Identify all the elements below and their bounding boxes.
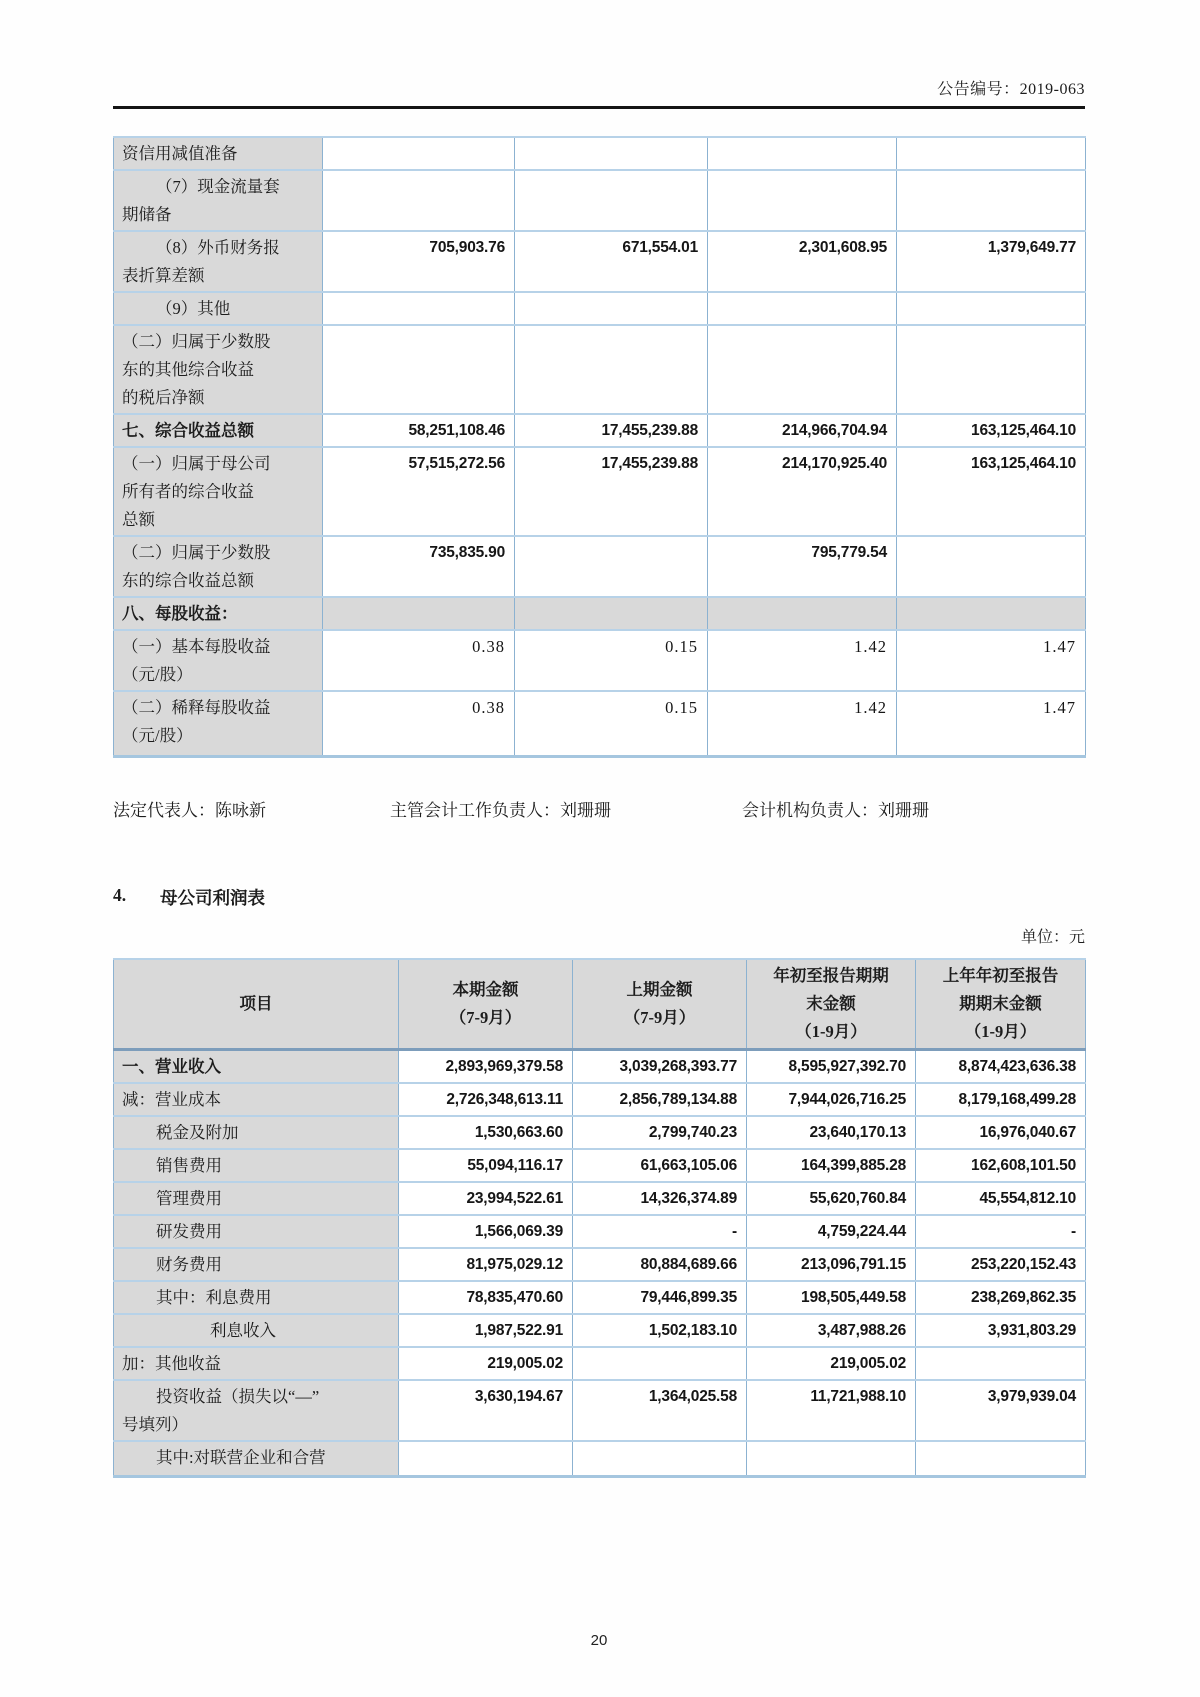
row-label-cell: 财务费用 <box>114 1248 399 1281</box>
table-row <box>114 292 1086 325</box>
value-cell: 17,455,239.88 <box>515 447 708 536</box>
table-row <box>114 536 1086 597</box>
value-cell <box>515 170 708 231</box>
value-cell <box>897 325 1086 414</box>
table-row <box>114 137 1086 170</box>
value-cell: 214,170,925.40 <box>708 447 897 536</box>
value-cell: 735,835.90 <box>323 536 515 597</box>
header-row <box>114 959 1086 1050</box>
value-cell <box>573 1441 747 1477</box>
value-cell: 14,326,374.89 <box>573 1182 747 1215</box>
value-cell: 213,096,791.15 <box>747 1248 916 1281</box>
table-row <box>114 1116 1086 1149</box>
value-cell <box>515 536 708 597</box>
table-row <box>114 1049 1086 1083</box>
value-cell: 214,966,704.94 <box>708 414 897 447</box>
value-cell <box>897 536 1086 597</box>
value-cell <box>747 1441 916 1477</box>
table-row <box>114 630 1086 691</box>
row-label-cell: 加：其他收益 <box>114 1347 399 1380</box>
comprehensive-income-table-body <box>114 137 1086 756</box>
value-cell: 3,979,939.04 <box>916 1380 1086 1441</box>
value-cell: 198,505,449.58 <box>747 1281 916 1314</box>
value-cell: 16,976,040.67 <box>916 1116 1086 1149</box>
value-cell: 55,620,760.84 <box>747 1182 916 1215</box>
value-cell <box>897 597 1086 630</box>
value-cell <box>916 1347 1086 1380</box>
value-cell: 2,893,969,379.58 <box>399 1049 573 1083</box>
value-cell: 23,640,170.13 <box>747 1116 916 1149</box>
value-cell: 80,884,689.66 <box>573 1248 747 1281</box>
value-cell: 4,759,224.44 <box>747 1215 916 1248</box>
row-label-cell: （二）归属于少数股 东的其他综合收益 的税后净额 <box>114 325 323 414</box>
row-label-cell: 八、每股收益： <box>114 597 323 630</box>
row-label-cell: 利息收入 <box>114 1314 399 1347</box>
value-cell <box>897 170 1086 231</box>
value-cell: 57,515,272.56 <box>323 447 515 536</box>
row-label-cell: （7）现金流量套 期储备 <box>114 170 323 231</box>
value-cell <box>323 597 515 630</box>
value-cell: 1.47 <box>897 691 1086 756</box>
value-cell <box>323 292 515 325</box>
value-cell: 8,874,423,636.38 <box>916 1049 1086 1083</box>
row-label-cell: 其中:对联营企业和合营 <box>114 1441 399 1477</box>
value-cell: 8,179,168,499.28 <box>916 1083 1086 1116</box>
value-cell: 1.42 <box>708 691 897 756</box>
row-label-cell: （9）其他 <box>114 292 323 325</box>
row-label-cell: 七、综合收益总额 <box>114 414 323 447</box>
table-row <box>114 1248 1086 1281</box>
table-row <box>114 1314 1086 1347</box>
section-title-text: 母公司利润表 <box>160 887 265 908</box>
comprehensive-income-table <box>113 136 1086 758</box>
row-label-cell: 销售费用 <box>114 1149 399 1182</box>
value-cell <box>897 137 1086 170</box>
value-cell: 3,039,268,393.77 <box>573 1049 747 1083</box>
row-label-cell: （一）归属于母公司 所有者的综合收益 总额 <box>114 447 323 536</box>
value-cell: 1,530,663.60 <box>399 1116 573 1149</box>
table-row <box>114 1182 1086 1215</box>
value-cell: 1.42 <box>708 630 897 691</box>
signature-row <box>113 796 1085 821</box>
value-cell: 2,301,608.95 <box>708 231 897 292</box>
table-row <box>114 1149 1086 1182</box>
column-header-cell: 年初至报告期期 末金额 （1-9月） <box>747 959 916 1050</box>
column-header-cell: 项目 <box>114 959 399 1050</box>
page-number: 20 <box>590 1632 608 1649</box>
value-cell: 164,399,885.28 <box>747 1149 916 1182</box>
value-cell: - <box>573 1215 747 1248</box>
value-cell: 253,220,152.43 <box>916 1248 1086 1281</box>
header-rule <box>113 106 1085 109</box>
value-cell: 61,663,105.06 <box>573 1149 747 1182</box>
legal-representative: 法定代表人：陈咏新 <box>113 800 266 820</box>
value-cell: 795,779.54 <box>708 536 897 597</box>
row-label-cell: 研发费用 <box>114 1215 399 1248</box>
value-cell: 45,554,812.10 <box>916 1182 1086 1215</box>
value-cell: 0.15 <box>515 630 708 691</box>
value-cell <box>708 597 897 630</box>
row-label-cell: 其中：利息费用 <box>114 1281 399 1314</box>
value-cell: 163,125,464.10 <box>897 414 1086 447</box>
section-number: 4. <box>113 884 127 905</box>
table-row <box>114 414 1086 447</box>
value-cell <box>515 325 708 414</box>
value-cell: 8,595,927,392.70 <box>747 1049 916 1083</box>
table-row <box>114 1380 1086 1441</box>
value-cell <box>708 325 897 414</box>
row-label-cell: 减：营业成本 <box>114 1083 399 1116</box>
value-cell: 1,502,183.10 <box>573 1314 747 1347</box>
value-cell: 0.38 <box>323 630 515 691</box>
value-cell: 79,446,899.35 <box>573 1281 747 1314</box>
value-cell <box>916 1441 1086 1477</box>
row-label-cell: 一、营业收入 <box>114 1049 399 1083</box>
value-cell <box>323 137 515 170</box>
value-cell <box>897 292 1086 325</box>
table-row <box>114 325 1086 414</box>
value-cell: 219,005.02 <box>747 1347 916 1380</box>
announcement-number: 公告编号：2019-063 <box>937 81 1085 98</box>
value-cell: 1,364,025.58 <box>573 1380 747 1441</box>
value-cell: 11,721,988.10 <box>747 1380 916 1441</box>
row-label-cell: 资信用减值准备 <box>114 137 323 170</box>
page-content <box>113 0 1085 1478</box>
value-cell: 163,125,464.10 <box>897 447 1086 536</box>
value-cell: 671,554.01 <box>515 231 708 292</box>
row-label-cell: 投资收益（损失以“—” 号填列） <box>114 1380 399 1441</box>
table-row <box>114 1215 1086 1248</box>
chief-accountant: 主管会计工作负责人：刘珊珊 <box>390 800 611 820</box>
value-cell: 3,630,194.67 <box>399 1380 573 1441</box>
row-label-cell: （8）外币财务报 表折算差额 <box>114 231 323 292</box>
table-row <box>114 447 1086 536</box>
table-row <box>114 231 1086 292</box>
value-cell: 78,835,470.60 <box>399 1281 573 1314</box>
value-cell: 58,251,108.46 <box>323 414 515 447</box>
value-cell: 3,487,988.26 <box>747 1314 916 1347</box>
value-cell <box>323 170 515 231</box>
value-cell <box>708 137 897 170</box>
value-cell <box>323 325 515 414</box>
value-cell: 17,455,239.88 <box>515 414 708 447</box>
table-row <box>114 1281 1086 1314</box>
value-cell: 3,931,803.29 <box>916 1314 1086 1347</box>
value-cell: 81,975,029.12 <box>399 1248 573 1281</box>
column-header-cell: 上期金额 （7-9月） <box>573 959 747 1050</box>
accounting-head: 会计机构负责人：刘珊珊 <box>742 800 929 820</box>
column-header-cell: 上年年初至报告 期期末金额 （1-9月） <box>916 959 1086 1050</box>
value-cell <box>515 292 708 325</box>
value-cell: 705,903.76 <box>323 231 515 292</box>
row-label-cell: 管理费用 <box>114 1182 399 1215</box>
value-cell: - <box>916 1215 1086 1248</box>
value-cell: 2,856,789,134.88 <box>573 1083 747 1116</box>
value-cell: 23,994,522.61 <box>399 1182 573 1215</box>
income-statement-table-body <box>114 1049 1086 1477</box>
value-cell <box>708 292 897 325</box>
table-row <box>114 170 1086 231</box>
value-cell: 238,269,862.35 <box>916 1281 1086 1314</box>
value-cell: 1.47 <box>897 630 1086 691</box>
row-label-cell: 税金及附加 <box>114 1116 399 1149</box>
value-cell <box>515 597 708 630</box>
value-cell <box>515 137 708 170</box>
value-cell: 55,094,116.17 <box>399 1149 573 1182</box>
value-cell: 7,944,026,716.25 <box>747 1083 916 1116</box>
column-header-cell: 本期金额 （7-9月） <box>399 959 573 1050</box>
value-cell <box>708 170 897 231</box>
row-label-cell: （二）归属于少数股 东的综合收益总额 <box>114 536 323 597</box>
value-cell: 2,799,740.23 <box>573 1116 747 1149</box>
value-cell <box>573 1347 747 1380</box>
table-row <box>114 1083 1086 1116</box>
row-label-cell: （一）基本每股收益 （元/股） <box>114 630 323 691</box>
table-row <box>114 597 1086 630</box>
value-cell <box>399 1441 573 1477</box>
section-title <box>113 885 1085 910</box>
value-cell: 2,726,348,613.11 <box>399 1083 573 1116</box>
row-label-cell: （二）稀释每股收益 （元/股） <box>114 691 323 756</box>
value-cell: 0.38 <box>323 691 515 756</box>
value-cell: 0.15 <box>515 691 708 756</box>
table-row <box>114 1441 1086 1477</box>
value-cell: 219,005.02 <box>399 1347 573 1380</box>
value-cell: 162,608,101.50 <box>916 1149 1086 1182</box>
value-cell: 1,987,522.91 <box>399 1314 573 1347</box>
unit-label: 单位：元 <box>1020 928 1085 946</box>
value-cell: 1,566,069.39 <box>399 1215 573 1248</box>
value-cell: 1,379,649.77 <box>897 231 1086 292</box>
table-row <box>114 1347 1086 1380</box>
income-statement-header <box>114 959 1086 1050</box>
table-row <box>114 691 1086 756</box>
parent-company-income-statement-table <box>113 958 1086 1479</box>
